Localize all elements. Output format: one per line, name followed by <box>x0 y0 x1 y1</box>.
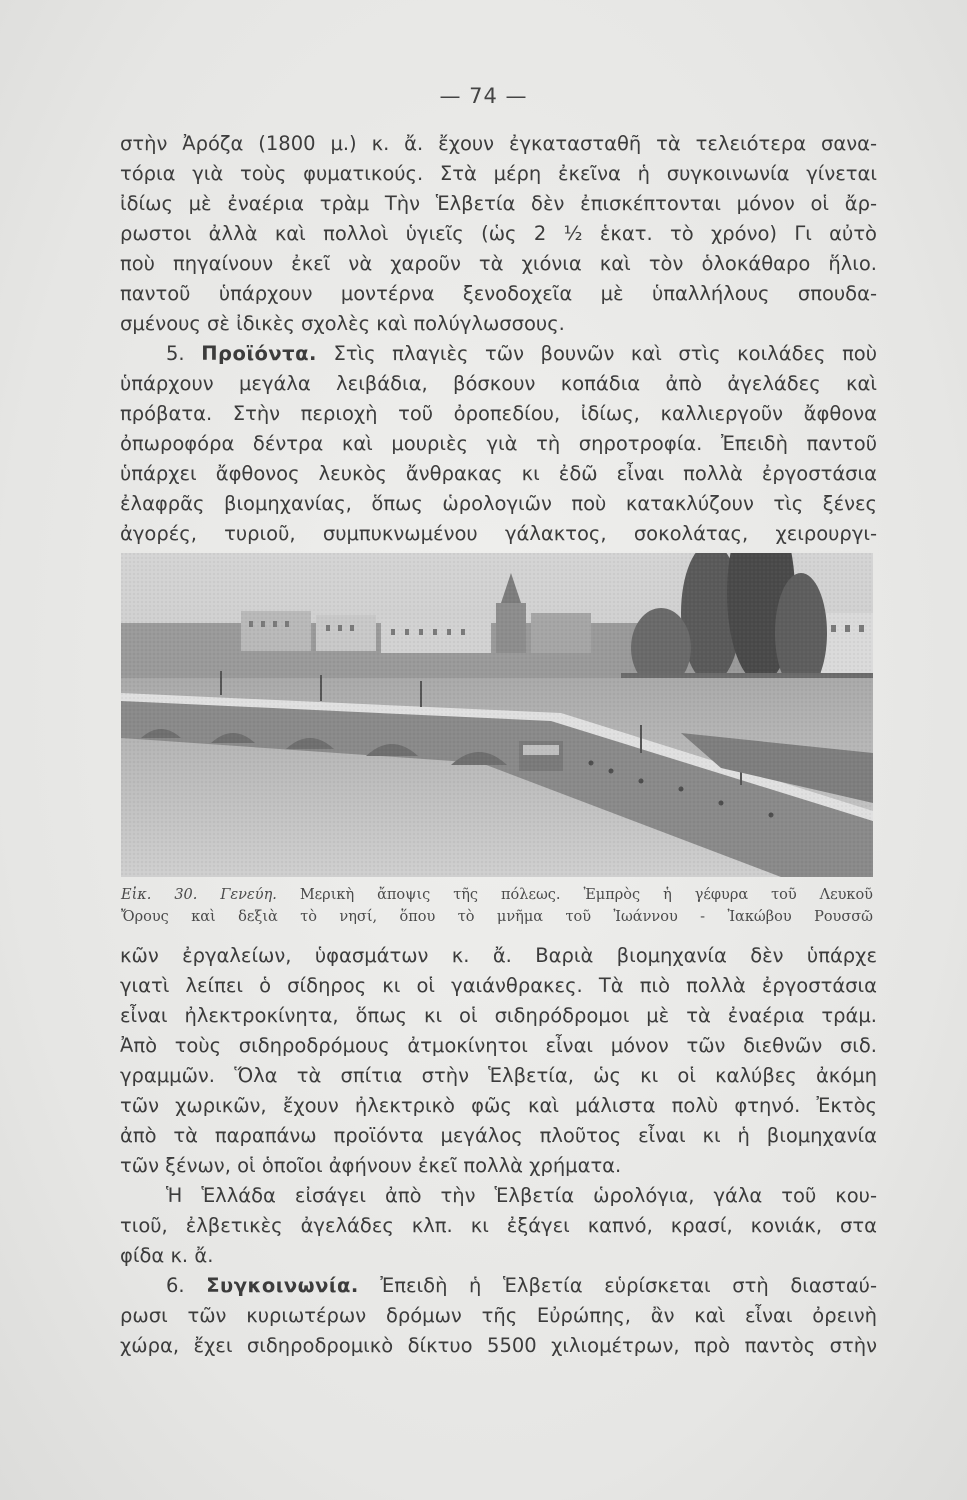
text-line: τιοῦ, ἐλβετικὲς ἀγελάδες κλπ. κι ἐξάγει καπνό, κρασί, κονιάκ, στα <box>120 1214 877 1237</box>
paragraph-industry <box>120 941 877 1181</box>
page-number: — 74 — <box>439 84 528 108</box>
text-line: ἐλαφρᾶς βιομηχανίας, ὅπως ὡρολογιῶν ποὺ κατακλύζουν τὶς ξένες <box>120 492 877 515</box>
text-line: στὴν Ἀρόζα (1800 μ.) κ. ἄ. ἔχουν ἐγκατασταθῆ τὰ τελειότερα σανα- <box>120 132 877 155</box>
caption-text: Μερικὴ ἄποψις τῆς πόλεως. Ἐμπρὸς ἡ γέφυρα τοῦ Λευκοῦ <box>299 887 873 903</box>
figure-label: Εἰκ. 30. Γενεύη. <box>121 887 277 903</box>
text-line: σμένους σὲ ἰδικὲς σχολὲς καὶ πολύγλωσσους. <box>120 312 565 335</box>
text-line: κῶν ἐργαλείων, ὑφασμάτων κ. ἄ. Βαριὰ βιομηχανία δὲν ὑπάρχε <box>120 944 877 967</box>
section-number: 5. <box>166 342 185 365</box>
text-line: πρόβατα. Στὴν περιοχὴ τοῦ ὀροπεδίου, ἰδίως, καλλιεργοῦν ἄφθονα <box>120 402 877 425</box>
paragraph-trade <box>120 1181 877 1271</box>
text-line: ὀπωροφόρα δέντρα καὶ μουριὲς γιὰ τὴ σηροτροφία. Ἐπειδὴ παντοῦ <box>120 432 877 455</box>
text-line: ὑπάρχει ἄφθονος λευκὸς ἄνθρακας κι ἐδῶ εἶναι πολλὰ ἐργοστάσια <box>120 462 877 485</box>
text-line: Ἀπὸ τοὺς σιδηροδρόμους ἀτμοκίνητοι εἶναι μόνον τῶν διεθνῶν σιδ. <box>120 1034 877 1057</box>
text-line: τῶν χωρικῶν, ἔχουν ἠλεκτρικὸ φῶς καὶ μάλιστα πολὺ φτηνό. Ἐκτὸς <box>120 1094 877 1117</box>
text-line: φίδα κ. ἄ. <box>120 1244 214 1267</box>
text-run: Ἐπειδὴ ἡ Ἑλβετία εὑρίσκεται στὴ διασταύ- <box>380 1274 877 1297</box>
figure-caption-line <box>121 884 873 906</box>
figure-caption-line: Ὄρους καὶ δεξιὰ τὸ νησί, ὅπου τὸ μνῆμα τοῦ Ἰωάννου - Ἰακώβου Ρουσσῶ <box>121 909 873 925</box>
geneva-photo-illustration <box>121 553 873 877</box>
text-line: γραμμῶν. Ὅλα τὰ σπίτια στὴν Ἑλβετία, ὡς κι οἱ καλύβες ἀκόμη <box>120 1064 877 1087</box>
text-line: Ἡ Ἑλλάδα εἰσάγει ἀπὸ τὴν Ἑλβετία ὡρολόγια, γάλα τοῦ κου- <box>166 1184 877 1207</box>
section-transport <box>120 1271 877 1361</box>
section-heading-line <box>120 339 877 369</box>
geneva-photo <box>121 553 873 877</box>
text-line: τόρια γιὰ τοὺς φυματικούς. Στὰ μέρη ἐκεῖνα ἡ συγκοινωνία γίνεται <box>120 162 877 185</box>
text-block-bottom <box>120 941 877 1361</box>
text-line: ρωσι τῶν κυριωτέρων δρόμων τῆς Εὐρώπης, ἂν καὶ εἶναι ὀρεινὴ <box>120 1304 877 1327</box>
section-heading-line <box>120 1271 877 1301</box>
text-block-top <box>120 129 877 549</box>
text-line: εἶναι ἠλεκτροκίνητα, ὅπως κι οἱ σιδηρόδρομοι μὲ τὰ ἐναέρια τράμ. <box>120 1004 877 1027</box>
text-line: ρωστοι ἀλλὰ καὶ πολλοὶ ὑγιεῖς (ὡς 2 ½ ἑκατ. τὸ χρόνο) Γι αὐτὸ <box>120 222 877 245</box>
text-line: ἀγορές, τυριοῦ, συμπυκνωμένου γάλακτος, σοκολάτας, χειρουργι- <box>120 522 877 545</box>
text-line: τῶν ξένων, οἱ ὁποῖοι ἀφήνουν ἐκεῖ πολλὰ χρήματα. <box>120 1154 622 1177</box>
section-products <box>120 339 877 549</box>
text-line: ὑπάρχουν μεγάλα λειβάδια, βόσκουν κοπάδια ἀπὸ ἀγελάδες καὶ <box>120 372 877 395</box>
text-run: Στὶς πλαγιὲς τῶν βουνῶν καὶ στὶς κοιλάδες ποὺ <box>333 342 877 365</box>
section-heading: Συγκοινωνία. <box>206 1274 359 1297</box>
section-number: 6. <box>166 1274 185 1297</box>
text-line: ποὺ πηγαίνουν ἐκεῖ νὰ χαροῦν τὰ χιόνια καὶ τὸν ὁλοκάθαρο ἥλιο. <box>120 252 877 275</box>
text-line: ἰδίως μὲ ἐναέρια τρὰμ Τὴν Ἑλβετία δὲν ἐπισκέπτονται μόνον οἱ ἄρ- <box>120 192 877 215</box>
text-line: γιατὶ λείπει ὁ σίδηρος κι οἱ γαιάνθρακες. Τὰ πιὸ πολλὰ ἐργοστάσια <box>120 974 877 997</box>
text-line: παντοῦ ὑπάρχουν μοντέρνα ξενοδοχεῖα μὲ ὑπαλλήλους σπουδα- <box>120 282 877 305</box>
text-line: χώρα, ἔχει σιδηροδρομικὸ δίκτυο 5500 χιλιομέτρων, πρὸ παντὸς στὴν <box>120 1334 877 1357</box>
section-heading: Προϊόντα. <box>201 342 317 365</box>
paragraph-sanatoria <box>120 129 877 339</box>
text-line: ἀπὸ τὰ παραπάνω προϊόντα μεγάλος πλοῦτος εἶναι κι ἡ βιομηχανία <box>120 1124 877 1147</box>
